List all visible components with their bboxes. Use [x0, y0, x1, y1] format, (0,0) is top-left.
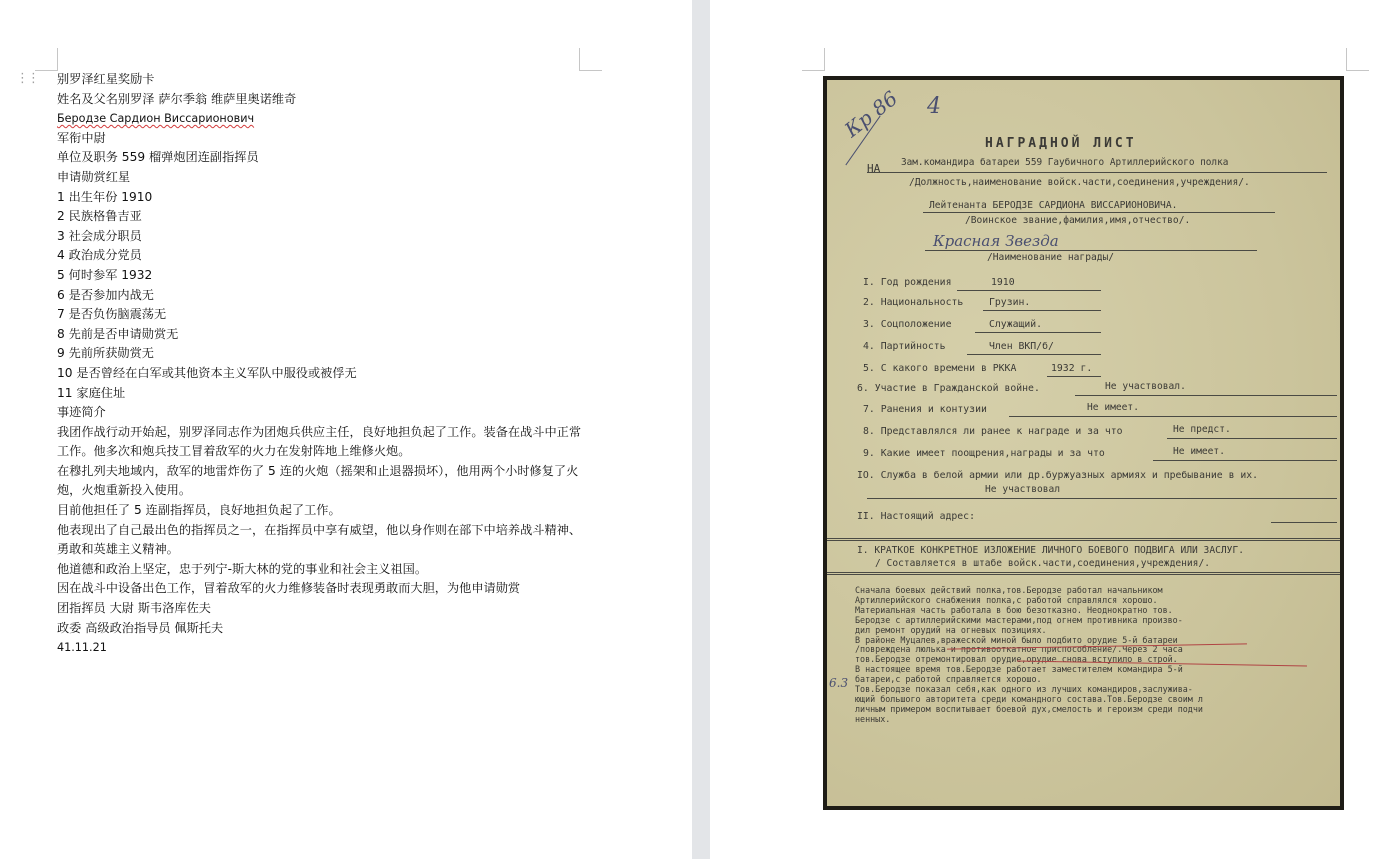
- sheet-title: НАГРАДНОЙ ЛИСТ: [985, 136, 1137, 151]
- margin-note: 6.3: [829, 676, 849, 690]
- section-caption: / Составляется в штабе войск.части,соединения,учреждения/.: [875, 558, 1211, 569]
- na-label: НА: [867, 162, 881, 175]
- body-line: ющий большого авторитета среди командного состава.Тов.Беродзе своим л: [855, 693, 1203, 704]
- doc-line: 因在战斗中设备出色工作，冒着敌军的火力维修装备时表现勇敢而大胆，为他申请勋赏: [57, 581, 521, 596]
- body-line: тов.Беродзе отремонтировал орудие,орудие снова вступило в строй.: [855, 654, 1178, 665]
- item-9-value: Не имеет.: [1173, 446, 1225, 457]
- body-line: батареи,с работой справляется хорошо.: [855, 674, 1042, 685]
- item-5-value: 1932 г.: [1051, 363, 1093, 374]
- doc-line: 政委 高级政治指导员 佩斯托夫: [57, 620, 224, 635]
- section-double-rule: [827, 572, 1340, 575]
- item-underline: [867, 498, 1337, 499]
- section-title: I. КРАТКОЕ КОНКРЕТНОЕ ИЗЛОЖЕНИЕ ЛИЧНОГО БОЕВОГО ПОДВИГА ИЛИ ЗАСЛУГ.: [857, 545, 1244, 556]
- item-5-label: 5. С какого времени в РККА: [863, 363, 1017, 374]
- doc-line: 目前他担任了 5 连副指挥员，良好地担负起了工作。: [57, 503, 341, 518]
- doc-line: 10 是否曾经在白军或其他资本主义军队中服役或被俘无: [57, 365, 357, 380]
- rank-underline: [923, 212, 1275, 213]
- item-underline: [1009, 416, 1337, 417]
- margin-corner-top-right: [579, 48, 602, 71]
- item-underline: [957, 290, 1101, 291]
- doc-line: 6 是否参加内战无: [57, 287, 154, 302]
- award-body-text: [855, 586, 1203, 725]
- item-2-value: Грузин.: [989, 297, 1031, 308]
- body-line: Тов.Беродзе показал себя,как одного из лучших командиров,заслужива-: [855, 684, 1193, 695]
- body-line: ненных.: [855, 713, 891, 724]
- unit-caption: /Должность,наименование войск.части,соединения,учреждения/.: [909, 177, 1250, 188]
- rank-name-line: Лейтенанта БЕРОДЗЕ САРДИОНА ВИССАРИОНОВИЧА.: [929, 200, 1178, 211]
- corner-handwritten-mark: Кр 86: [839, 86, 903, 142]
- doc-line: 7 是否负伤脑震荡无: [57, 307, 167, 322]
- doc-paragraph: 他表现出了自己最出色的指挥员之一，在指挥员中享有威望，他以身作则在部下中培养战斗精神、勇敢和英雄主义精神。: [57, 522, 582, 557]
- item-underline: [975, 332, 1101, 333]
- item-underline: [983, 310, 1101, 311]
- doc-line: 他道德和政治上坚定，忠于列宁-斯大林的党的事业和社会主义祖国。: [57, 561, 428, 576]
- unit-underline: [867, 172, 1327, 173]
- item-8-label: 8. Представлялся ли ранее к награде и за что: [863, 426, 1123, 437]
- item-underline: [1167, 438, 1337, 439]
- margin-corner-top-left: [802, 48, 825, 71]
- body-line: В районе Муцалев,вражеской миной было подбито орудие 5-й батареи: [855, 634, 1178, 645]
- doc-line: 申请勋赏红星: [57, 169, 131, 184]
- item-underline: [1047, 376, 1101, 377]
- item-10-label: IO. Служба в белой армии или др.буржуазных армиях и пребывание в их.: [857, 470, 1259, 481]
- doc-line: 4 政治成分党员: [57, 248, 142, 263]
- left-document-page: [0, 0, 692, 859]
- doc-line: 8 先前是否申请勋赏无: [57, 326, 179, 341]
- body-line: В настоящее время тов.Беродзе работает заместителем командира 5-й: [855, 664, 1183, 675]
- doc-line: 军衔中尉: [57, 130, 106, 145]
- margin-corner-top-right: [1346, 48, 1369, 71]
- page-gutter: [692, 0, 710, 859]
- item-10-value: Не участвовал: [985, 484, 1061, 495]
- item-1-label: I. Год рождения: [863, 277, 952, 288]
- doc-date: 41.11.21: [57, 641, 107, 655]
- item-underline: [1075, 395, 1337, 396]
- rank-caption: /Воинское звание,фамилия,имя,отчество/.: [965, 215, 1191, 226]
- scan-paper: [827, 80, 1340, 806]
- item-8-value: Не предст.: [1173, 424, 1231, 435]
- item-4-value: Член ВКП/б/: [989, 341, 1054, 352]
- doc-line: 事迹简介: [57, 405, 106, 420]
- unit-line: Зам.командира батареи 559 Гаубичного Артиллерийского полка: [901, 157, 1229, 168]
- doc-line-russian-name: [57, 109, 585, 129]
- item-7-value: Не имеет.: [1087, 402, 1139, 413]
- scanned-award-sheet-image[interactable]: [823, 76, 1344, 810]
- item-11-label: II. Настоящий адрес:: [857, 511, 975, 522]
- item-6-value: Не участвовал.: [1105, 381, 1186, 392]
- item-underline: [1153, 460, 1337, 461]
- item-9-label: 9. Какие имеет поощрения,награды и за что: [863, 448, 1105, 459]
- doc-line: 1 出生年份 1910: [57, 189, 153, 204]
- doc-line: 姓名及父名别罗泽 萨尔季翁 维萨里奥诺维奇: [57, 91, 297, 106]
- award-caption: /Наименование награды/: [987, 252, 1115, 263]
- translation-text-block[interactable]: [57, 70, 585, 658]
- award-underline: [925, 250, 1257, 251]
- body-line: Беродзе с артиллерийскими мастерами,под огнем противника произво-: [855, 614, 1183, 625]
- doc-line: 别罗泽红星奖励卡: [57, 72, 155, 86]
- item-1-value: 1910: [991, 277, 1015, 288]
- item-3-value: Служащий.: [989, 319, 1043, 330]
- corner-handwritten-number: 4: [927, 94, 941, 119]
- body-line: Материальная часть работала в бою безотказно. Неоднократно тов.: [855, 604, 1173, 615]
- margin-corner-top-left: [35, 48, 58, 71]
- body-line: личным примером воспитывает боевой дух,смелость и героизм среди подчи: [855, 703, 1203, 714]
- item-7-label: 7. Ранения и контузии: [863, 404, 987, 415]
- item-underline: [1271, 522, 1337, 523]
- doc-paragraph: 我团作战行动开始起，别罗泽同志作为团炮兵供应主任，良好地担负起了工作。装备在战斗中正常工作。他多次和炮兵技工冒着敌军的火力在发射阵地上维修火炮。: [57, 424, 582, 459]
- body-line: Артиллерийского снабжения полка,с работой справлялся хорошо.: [855, 594, 1158, 605]
- body-line: Сначала боевых действий полка,тов.Беродзе работал начальником: [855, 585, 1163, 595]
- item-3-label: 3. Соцположение: [863, 319, 952, 330]
- doc-line: 团指挥员 大尉 斯韦洛库佐夫: [57, 601, 211, 616]
- item-underline: [967, 354, 1101, 355]
- body-line: /повреждена люлька и противооткатное приспособление/.Через 2 часа: [855, 644, 1183, 655]
- doc-line: 2 民族格鲁吉亚: [57, 209, 142, 224]
- item-4-label: 4. Партийность: [863, 341, 946, 352]
- doc-line: 9 先前所获勋赏无: [57, 346, 154, 361]
- doc-paragraph: 在穆扎列夫地域内，敌军的地雷炸伤了 5 连的火炮（摇架和止退器损坏），他用两个小时修复了火炮，火炮重新投入使用。: [57, 463, 579, 498]
- doc-line: 11 家庭住址: [57, 385, 126, 400]
- spellcheck-underlined-text: Беродзе Сардион Виссарионович: [57, 112, 255, 126]
- doc-line: 5 何时参军 1932: [57, 267, 153, 282]
- doc-line: 3 社会成分职员: [57, 228, 142, 243]
- item-2-label: 2. Национальность: [863, 297, 964, 308]
- doc-line: 单位及职务 559 榴弹炮团连副指挥员: [57, 150, 259, 165]
- drag-handle-icon[interactable]: ⋮⋮: [16, 71, 38, 86]
- item-6-label: 6. Участие в Гражданской войне.: [857, 383, 1040, 394]
- award-handwritten: Красная Звезда: [933, 232, 1059, 250]
- body-line: дил ремонт орудий на огневых позициях.: [855, 624, 1047, 635]
- section-double-rule: [827, 538, 1340, 541]
